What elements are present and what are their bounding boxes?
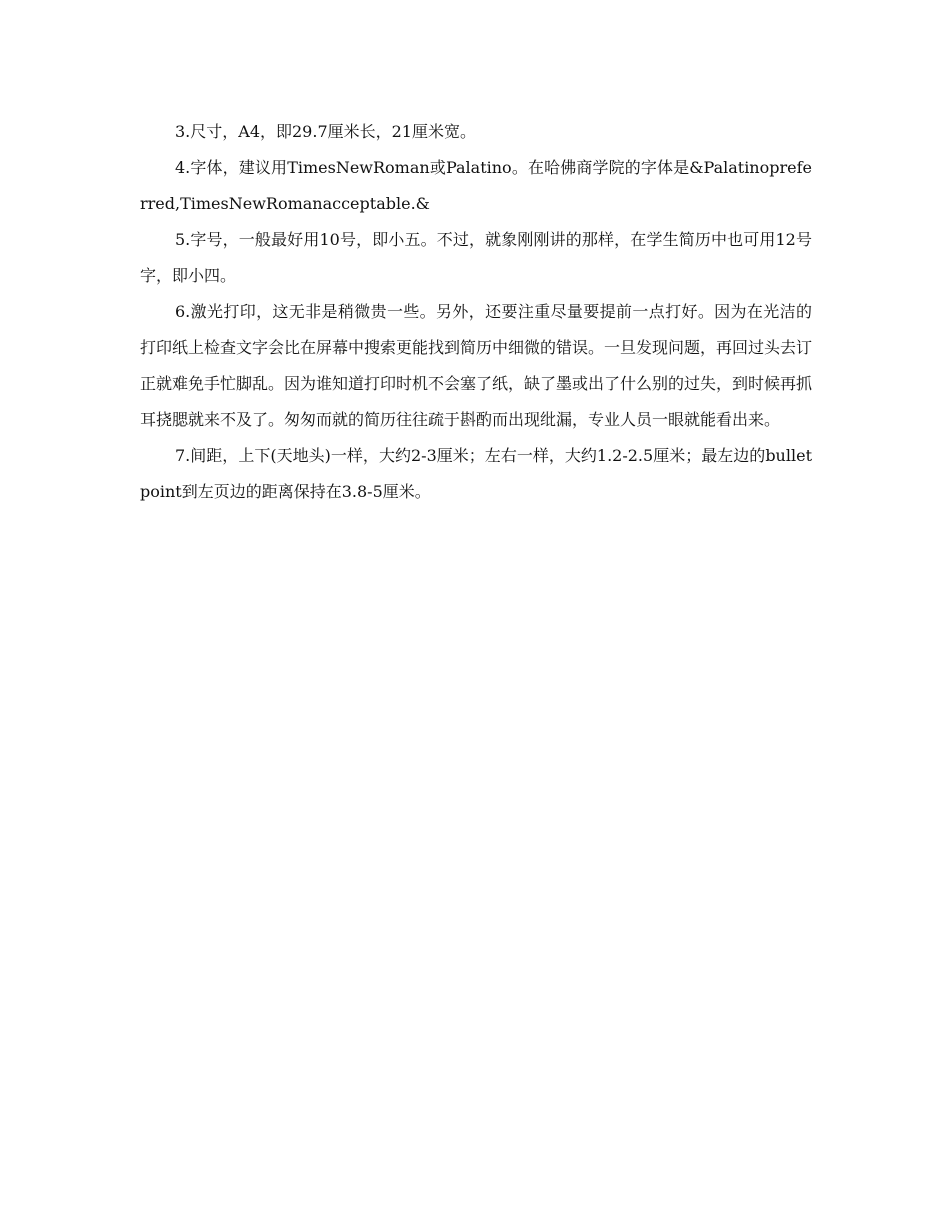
document-body (140, 114, 812, 510)
paragraph-spacing: 7.间距，上下(天地头)一样，大约2-3厘米；左右一样，大约1.2-2.5厘米；最左边的bulletpoint到左页边的距离保持在3.8-5厘米。 (140, 446, 812, 501)
paragraph-font: 4.字体，建议用TimesNewRoman或Palatino。在哈佛商学院的字体是&Palatinopreferred,TimesNewRomanacceptable.& (140, 158, 812, 213)
paragraph-laser-print: 6.激光打印，这无非是稍微贵一些。另外，还要注重尽量要提前一点打好。因为在光洁的打印纸上检查文字会比在屏幕中搜索更能找到简历中细微的错误。一旦发现问题，再回过头去订正就难免手忙脚乱。因为谁知道打印时机不会塞了纸，缺了墨或出了什么别的过失，到时候再抓耳挠腮就来不及了。匆匆而就的简历往往疏于斟酌而出现纰漏，专业人员一眼就能看出来。 (140, 302, 813, 429)
paragraph-size: 3.尺寸，A4，即29.7厘米长，21厘米宽。 (175, 122, 476, 141)
paragraph-font-size: 5.字号，一般最好用10号，即小五。不过，就象刚刚讲的那样，在学生简历中也可用12号字，即小四。 (140, 230, 812, 285)
